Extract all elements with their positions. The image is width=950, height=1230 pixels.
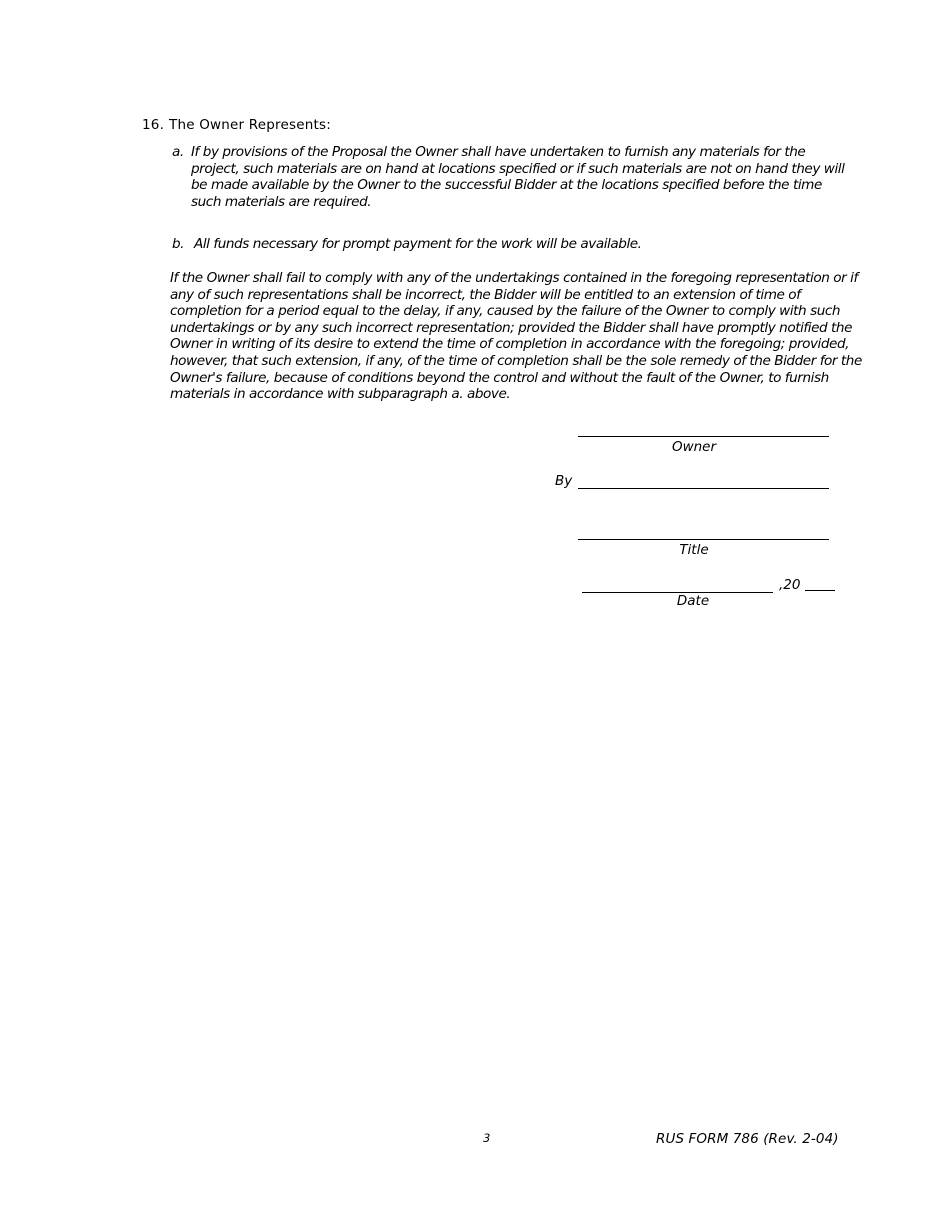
body-paragraph: If the Owner shall fail to comply with any of the undertakings contained in the foregoing representation or if any of such representations shall be incorrect, the Bidder will be entitled to an extension of time of completion for a period equal to the delay, if any, caused by the failure of the Owner to comply with such undertakings or by any such incorrect representation; provided the Bidder shall have promptly notified the Owner in writing of its desire to extend the time of completion in accordance with the foregoing; provided, however, that such extension, if any, of the time of completion shall be the sole remedy of the Bidder for the Owner's failure, because of conditions beyond the control and without the fault of the Owner, to furnish materials in accordance with subparagraph a. above. <box>170 270 862 403</box>
form-identifier: RUS FORM 786 (Rev. 2-04) <box>656 1131 839 1147</box>
owner-signature-line[interactable] <box>578 436 829 437</box>
year-signature-line[interactable] <box>805 590 835 591</box>
section-title: The Owner Represents: <box>169 117 331 133</box>
title-label: Title <box>679 542 709 558</box>
list-item-a <box>172 144 852 210</box>
list-item-text: All funds necessary for prompt payment for the work will be available. <box>194 236 642 252</box>
year-prefix: ,20 <box>779 577 801 593</box>
by-label: By <box>555 473 573 489</box>
list-item-b <box>172 236 852 253</box>
date-label: Date <box>676 593 710 609</box>
page-number: 3 <box>483 1131 491 1145</box>
list-item-text: If by provisions of the Proposal the Owner shall have undertaken to furnish any materials for the project, such materials are on hand at locations specified or if such materials are not on hand they will be made available by the Owner to the successful Bidder at the locations specified before the time such materials are required. <box>191 144 845 210</box>
owner-label: Owner <box>671 439 717 455</box>
by-signature-line[interactable] <box>578 488 829 489</box>
title-signature-line[interactable] <box>578 539 829 540</box>
section-heading <box>142 117 331 133</box>
list-item-marker: a. <box>172 144 184 160</box>
section-number: 16. <box>142 117 165 133</box>
list-item-marker: b. <box>172 236 185 252</box>
